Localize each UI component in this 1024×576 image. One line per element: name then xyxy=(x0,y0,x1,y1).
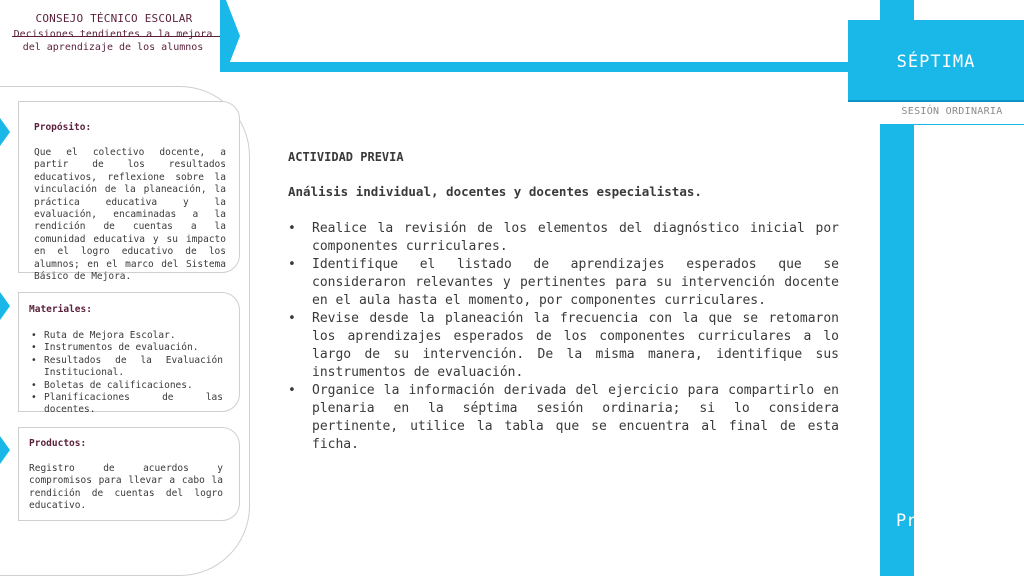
materiales-list xyxy=(29,330,223,417)
activity-item: • Revise desde la planeación la frecuencia con la que se retomaron los aprendizajes esperados de los componentes curriculares a lo largo de su intervención. De la misma manera, identifique sus instrumentos de evaluación. xyxy=(288,310,839,382)
materiales-item: • Resultados de la Evaluación Institucional. xyxy=(29,355,223,380)
education-level: Preescolar xyxy=(896,511,999,531)
activity-title: ACTIVIDAD PREVIA xyxy=(288,150,404,164)
header-title: CONSEJO TÉCNICO ESCOLAR xyxy=(35,12,193,25)
proposito-title: Propósito: xyxy=(34,122,92,133)
materiales-title: Materiales: xyxy=(29,304,92,315)
activity-subtitle: Análisis individual, docentes y docentes especialistas. xyxy=(288,184,702,199)
productos-text: Registro de acuerdos y compromisos para llevar a cabo la rendición de cuentas del logro educativo. xyxy=(29,463,223,512)
header-arrow-icon xyxy=(220,0,240,72)
materiales-item: • Boletas de calificaciones. xyxy=(29,380,223,392)
header-subtitle xyxy=(6,28,220,54)
header-bar xyxy=(222,62,880,72)
header-subtitle-line1: Decisiones tendientes a la mejora xyxy=(13,29,213,40)
materiales-item: • Ruta de Mejora Escolar. xyxy=(29,330,223,342)
proposito-text: Que el colectivo docente, a partir de los resultados educativos, reflexione sobre la vinculación de la planeación, la práctica educativa y la evaluación, encaminadas a la rendición de cuentas a la comunidad educativa y su impacto en el logro educativo de los alumnos; en el marco del Sistema Básico de Mejora. xyxy=(34,147,226,283)
activity-list xyxy=(288,220,839,454)
session-number: SÉPTIMA xyxy=(896,52,976,72)
session-type: SESIÓN ORDINARIA xyxy=(901,106,1003,117)
activity-item: • Realice la revisión de los elementos del diagnóstico inicial por componentes curriculares. xyxy=(288,220,839,256)
activity-item: • Organice la información derivada del ejercicio para compartirlo en plenaria en la séptima sesión ordinaria; si lo considera pertinente, utilice la tabla que se encuentra al final de esta ficha. xyxy=(288,382,839,454)
activity-item: • Identifique el listado de aprendizajes esperados que se consideraron relevantes y pertinentes para su intervención docente en el aula hasta el momento, por componentes curriculares. xyxy=(288,256,839,310)
proposito-arrow-icon xyxy=(0,118,10,146)
header-subtitle-line2: del aprendizaje de los alumnos xyxy=(22,42,204,53)
productos-title: Productos: xyxy=(29,438,87,449)
materiales-arrow-icon xyxy=(0,292,10,320)
materiales-item: • Instrumentos de evaluación. xyxy=(29,342,223,354)
productos-arrow-icon xyxy=(0,436,10,464)
materiales-item: • Planificaciones de las docentes. xyxy=(29,392,223,417)
